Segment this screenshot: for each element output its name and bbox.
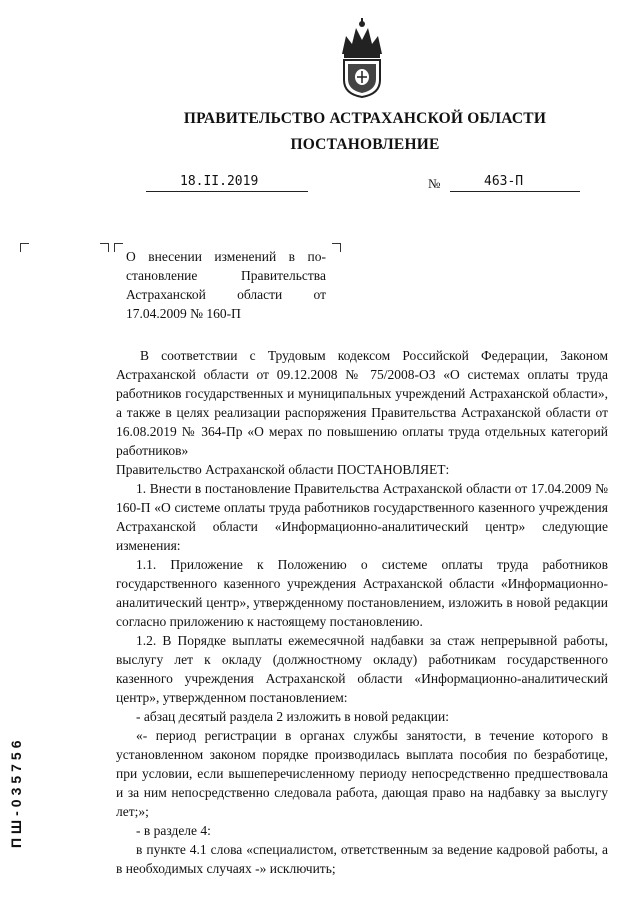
body-paragraph: - в разделе 4:: [136, 823, 211, 838]
corner-mark: [100, 243, 109, 252]
number-sign: №: [428, 176, 441, 191]
document-number: 463-П: [450, 174, 580, 192]
subject-line: 17.04.2009 № 160-П: [126, 306, 241, 321]
corner-mark: [114, 243, 123, 252]
subject-line: О внесении изменений в по-: [126, 249, 326, 264]
corner-mark: [332, 243, 341, 252]
astrakhan-coat-of-arms-icon: [332, 14, 392, 98]
body-paragraph: 1.2. В Порядке выплаты ежемесячной надбавки за стаж непрерывной работы, выслугу лет к окладу (должностному окладу) работникам государственного казенного учреждения Астраханской области «Информационно-аналитический центр», утвержденном постановлением:: [116, 633, 608, 705]
body-paragraph: 1. Внести в постановление Правительства Астраханской области от 17.04.2009 № 160-П «О системе оплаты труда работников государственного казенного учреждения Астраханской области «Информационно-аналитический центр» следующие изменения:: [116, 481, 608, 553]
form-serial-number: ПШ-035756: [8, 736, 24, 848]
document-type-title: ПОСТАНОВЛЕНИЕ: [290, 136, 440, 153]
body-paragraph: 1.1. Приложение к Положению о системе оплаты труда работников государственного казенного учреждения Астраханской области «Информационно-аналитический центр», утвержденному постановлением, изложить в новой редакции согласно приложению к настоящему постановлению.: [116, 557, 608, 629]
body-paragraph: в пункте 4.1 слова «специалистом, ответственным за ведение кадровой работы, а в необходимых случаях -» исключить;: [116, 842, 608, 876]
body-paragraph: В соответствии с Трудовым кодексом Российской Федерации, Законом Астраханской области от 09.12.2008 № 75/2008-ОЗ «О системах оплаты труда работников государственных и муниципальных учреждений Астраханской области», а также в целях реализации распоряжения Правительства Астраханской области от 16.08.2019 № 364-Пр «О мерах по повышению оплаты труда отдельных категорий работников»: [116, 348, 608, 458]
corner-mark: [20, 243, 29, 252]
subject-line: становление Правительства: [126, 268, 326, 283]
body-paragraph: - абзац десятый раздела 2 изложить в новой редакции:: [136, 709, 449, 724]
body-paragraph: Правительство Астраханской области ПОСТАНОВЛЯЕТ:: [116, 462, 450, 477]
document-subject: [126, 247, 326, 323]
government-title: ПРАВИТЕЛЬСТВО АСТРАХАНСКОЙ ОБЛАСТИ: [183, 110, 547, 127]
body-paragraph: «- период регистрации в органах службы занятости, в течение которого в установленном законом порядке производилась выплата пособия по безработице, при условии, если вышеперечисленному периоду непосредственно предшествовала и за ним непосредственно следовала работа, дающая право на надбавку за выслугу лет;»;: [116, 728, 608, 819]
document-date: 18.II.2019: [146, 174, 308, 192]
document-body: [116, 346, 608, 878]
subject-line: Астраханской области от: [126, 287, 326, 302]
